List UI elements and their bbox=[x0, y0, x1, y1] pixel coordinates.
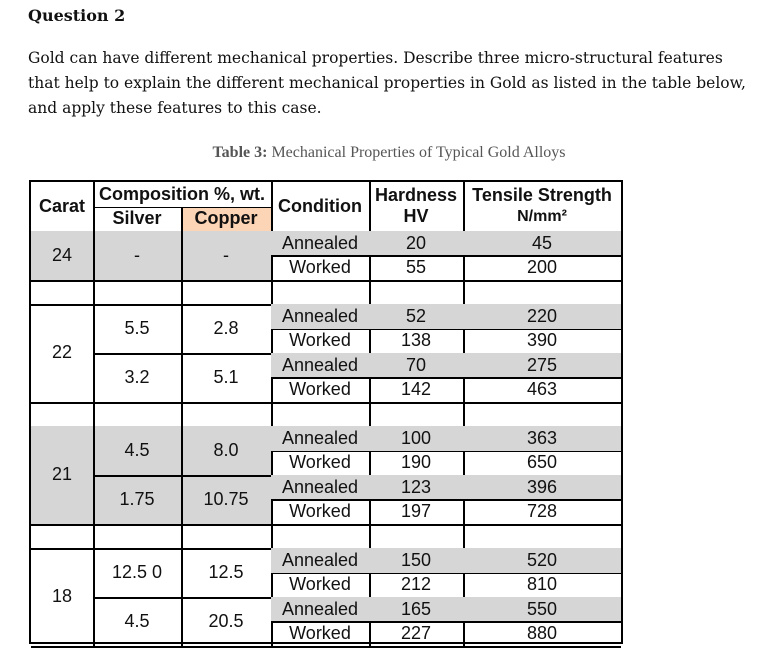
grid-line bbox=[31, 280, 621, 282]
grid-line bbox=[31, 524, 621, 526]
hardness-cell: 70 bbox=[405, 354, 427, 375]
condition-cell: Worked bbox=[289, 257, 351, 278]
copper-cell: 12.5 bbox=[208, 562, 244, 583]
silver-cell: 5.5 bbox=[124, 318, 150, 339]
question-text: Gold can have different mechanical properties. Describe three micro-structural features that help to explain the different mechanical properties in Gold as listed in the table below, and apply these features to this case. bbox=[28, 49, 746, 117]
condition-cell: Worked bbox=[289, 330, 351, 351]
grid-line bbox=[181, 524, 183, 548]
silver-cell: 4.5 bbox=[124, 440, 150, 461]
hardness-cell: 150 bbox=[400, 549, 432, 570]
carat-cell: 18 bbox=[51, 586, 73, 607]
grid-line bbox=[369, 182, 371, 231]
carat-cell: 24 bbox=[51, 244, 73, 265]
header-hardness: Hardness bbox=[374, 184, 458, 205]
silver-cell: 1.75 bbox=[119, 488, 155, 509]
silver-cell: - bbox=[134, 244, 140, 265]
grid-line bbox=[369, 524, 371, 548]
tensile-cell: 220 bbox=[526, 305, 558, 326]
condition-cell: Annealed bbox=[281, 598, 359, 619]
grid-line bbox=[271, 402, 273, 426]
tensile-cell: 810 bbox=[526, 574, 558, 595]
mechanical-properties-table bbox=[29, 180, 623, 644]
copper-cell: 8.0 bbox=[213, 440, 239, 461]
grid-line bbox=[93, 182, 95, 231]
hardness-cell: 123 bbox=[400, 476, 432, 497]
condition-cell: Worked bbox=[289, 379, 351, 400]
table-caption-text: Mechanical Properties of Typical Gold Alloys bbox=[267, 144, 566, 161]
tensile-cell: 390 bbox=[526, 330, 558, 351]
grid-line bbox=[463, 524, 465, 548]
grid-line bbox=[271, 524, 273, 548]
header-tensile-unit: N/mm² bbox=[517, 207, 567, 225]
grid-line bbox=[271, 280, 273, 304]
copper-cell: - bbox=[223, 244, 229, 265]
header-copper: Copper bbox=[194, 208, 258, 229]
header-tensile: Tensile Strength bbox=[472, 184, 612, 205]
grid-line bbox=[369, 280, 371, 304]
hardness-cell: 100 bbox=[400, 427, 432, 448]
hardness-cell: 212 bbox=[400, 574, 432, 595]
tensile-cell: 520 bbox=[526, 549, 558, 570]
grid-line bbox=[93, 402, 95, 426]
condition-cell: Worked bbox=[289, 452, 351, 473]
question-heading: Question 2 bbox=[28, 6, 126, 25]
copper-cell: 2.8 bbox=[213, 318, 239, 339]
grid-line bbox=[181, 280, 183, 304]
hardness-cell: 165 bbox=[400, 598, 432, 619]
grid-line bbox=[93, 524, 95, 548]
condition-cell: Annealed bbox=[281, 305, 359, 326]
copper-cell: 5.1 bbox=[213, 366, 239, 387]
header-condition: Condition bbox=[278, 196, 362, 216]
hardness-cell: 227 bbox=[400, 623, 432, 644]
grid-line bbox=[463, 402, 465, 426]
condition-cell: Worked bbox=[289, 574, 351, 595]
tensile-cell: 650 bbox=[526, 452, 558, 473]
grid-line bbox=[463, 182, 465, 231]
tensile-cell: 45 bbox=[531, 232, 553, 253]
tensile-cell: 880 bbox=[526, 623, 558, 644]
hardness-cell: 142 bbox=[400, 379, 432, 400]
condition-cell: Worked bbox=[289, 623, 351, 644]
condition-cell: Annealed bbox=[281, 476, 359, 497]
carat-cell: 22 bbox=[51, 342, 73, 363]
hardness-cell: 20 bbox=[405, 232, 427, 253]
tensile-cell: 550 bbox=[526, 598, 558, 619]
table-caption bbox=[0, 144, 758, 162]
silver-cell: 4.5 bbox=[124, 610, 150, 631]
grid-line bbox=[31, 402, 621, 404]
tensile-cell: 396 bbox=[526, 476, 558, 497]
condition-cell: Worked bbox=[289, 501, 351, 522]
copper-cell: 20.5 bbox=[208, 610, 244, 631]
grid-line bbox=[31, 646, 621, 648]
carat-cell: 21 bbox=[51, 464, 73, 485]
tensile-cell: 728 bbox=[526, 501, 558, 522]
tensile-cell: 275 bbox=[526, 354, 558, 375]
grid-line bbox=[181, 207, 183, 232]
grid-line bbox=[181, 402, 183, 426]
copper-cell: 10.75 bbox=[203, 488, 249, 509]
silver-cell: 12.5 0 bbox=[111, 562, 163, 583]
header-composition: Composition %, wt. bbox=[99, 183, 265, 204]
silver-cell: 3.2 bbox=[124, 366, 150, 387]
tensile-cell: 363 bbox=[526, 427, 558, 448]
condition-cell: Annealed bbox=[281, 232, 359, 253]
tensile-cell: 200 bbox=[526, 257, 558, 278]
hardness-cell: 190 bbox=[400, 452, 432, 473]
hardness-cell: 55 bbox=[405, 257, 427, 278]
condition-cell: Annealed bbox=[281, 427, 359, 448]
grid-line bbox=[463, 280, 465, 304]
grid-line bbox=[369, 402, 371, 426]
hardness-cell: 197 bbox=[400, 501, 432, 522]
condition-cell: Annealed bbox=[281, 354, 359, 375]
header-hardness-unit: HV bbox=[403, 206, 429, 227]
hardness-cell: 52 bbox=[405, 305, 427, 326]
tensile-cell: 463 bbox=[526, 379, 558, 400]
header-carat: Carat bbox=[38, 196, 86, 216]
hardness-cell: 138 bbox=[400, 330, 432, 351]
grid-line bbox=[271, 182, 273, 231]
table-caption-label: Table 3: bbox=[212, 144, 268, 161]
condition-cell: Annealed bbox=[281, 549, 359, 570]
grid-line bbox=[93, 280, 95, 304]
header-silver: Silver bbox=[112, 208, 162, 229]
